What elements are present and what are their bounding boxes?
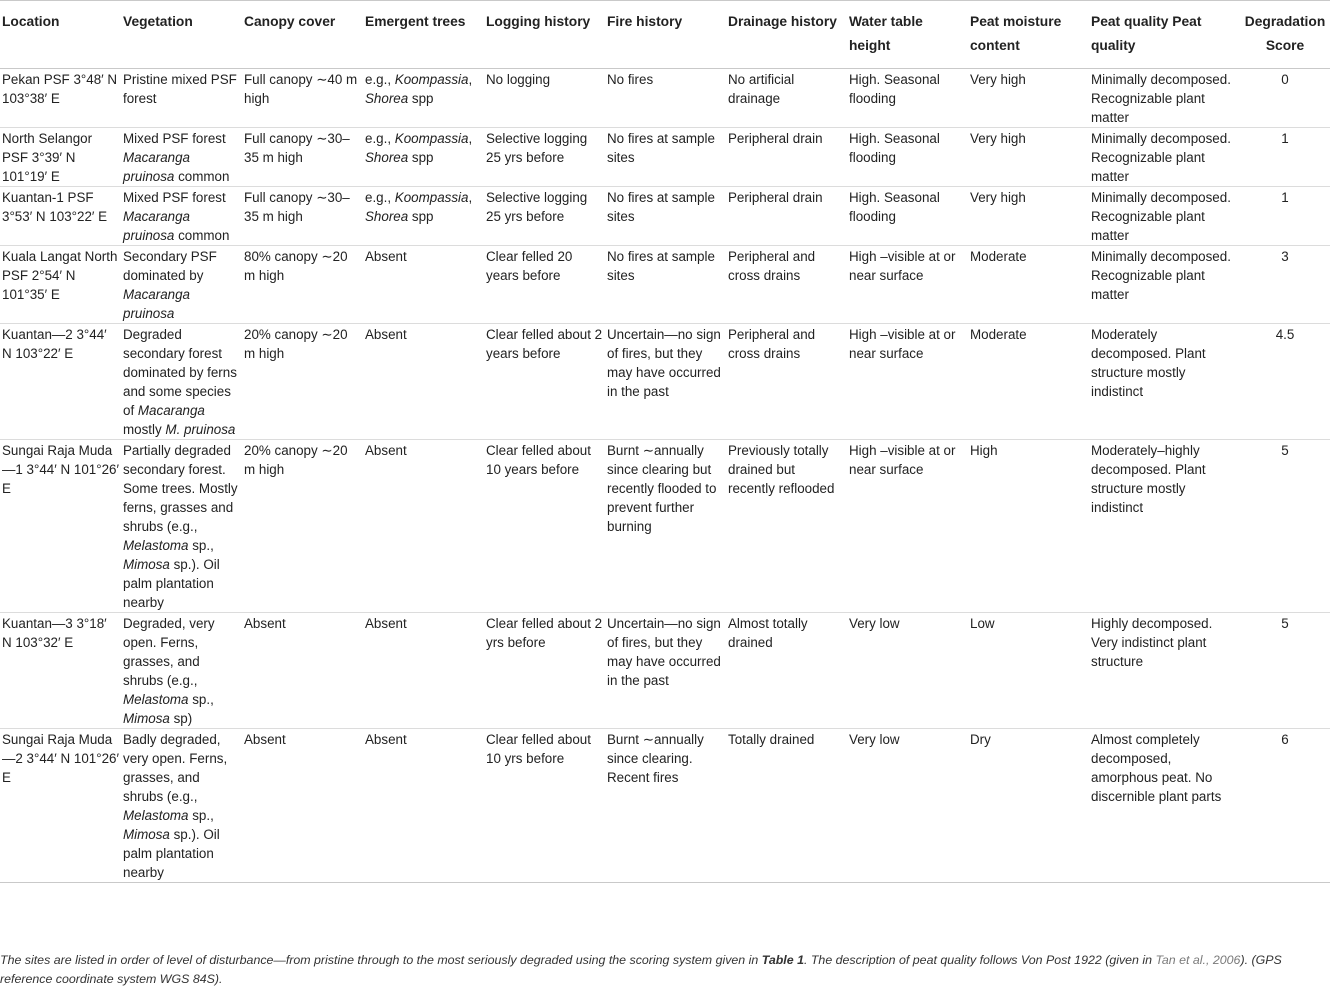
cell-degradation-score: 6 [1238, 729, 1330, 883]
cell-text: Absent [365, 443, 407, 458]
table-caption [0, 951, 1292, 989]
cell-logging-history: Selective logging 25 yrs before [484, 187, 605, 246]
cell-text: Absent [365, 616, 407, 631]
cell-text: , [468, 131, 473, 146]
caption-table-ref-link[interactable]: Table 1 [761, 953, 804, 967]
cell-emergent-trees [363, 729, 484, 883]
cell-fire-history: No fires at sample sites [605, 187, 726, 246]
cell-location: Sungai Raja Muda—2 3°44′ N 101°26′ E [0, 729, 121, 883]
cell-text: Badly degraded, very open. Ferns, grasses, and shrubs (e.g., [123, 732, 228, 804]
caption-citation-link[interactable]: Tan et al., 2006 [1155, 953, 1241, 967]
cell-canopy-cover: 20% canopy ∼20 m high [242, 440, 363, 613]
cell-text: e.g., [365, 72, 395, 87]
cell-peat-quality: Minimally decomposed. Recognizable plant matter [1089, 69, 1238, 128]
cell-canopy-cover: Full canopy ∼40 m high [242, 69, 363, 128]
cell-peat-moisture: Dry [968, 729, 1089, 883]
header-emergent-trees: Emergent trees [363, 1, 484, 69]
species-name: M. pruinosa [165, 422, 236, 437]
cell-text: common [174, 169, 230, 184]
cell-fire-history: No fires [605, 69, 726, 128]
cell-vegetation [121, 128, 242, 187]
cell-logging-history: Selective logging 25 yrs before [484, 128, 605, 187]
header-peat-moisture: Peat moisture content [968, 1, 1089, 69]
cell-text: mostly [123, 422, 166, 437]
cell-peat-moisture: Very high [968, 69, 1089, 128]
cell-drainage-history: Peripheral drain [726, 128, 847, 187]
cell-degradation-score: 4.5 [1238, 324, 1330, 440]
header-location: Location [0, 1, 121, 69]
cell-logging-history: Clear felled 20 years before [484, 246, 605, 324]
species-name: Mimosa [123, 711, 170, 726]
cell-fire-history: Burnt ∼annually since clearing but recently flooded to prevent further burning [605, 440, 726, 613]
species-name: Macaranga pruinosa [123, 287, 190, 321]
table-row [0, 324, 1330, 440]
cell-text: sp., [188, 538, 214, 553]
cell-canopy-cover: Full canopy ∼30–35 m high [242, 187, 363, 246]
cell-drainage-history: Peripheral drain [726, 187, 847, 246]
cell-drainage-history: Totally drained [726, 729, 847, 883]
cell-emergent-trees [363, 324, 484, 440]
species-name: Macaranga pruinosa [123, 150, 190, 184]
table-row [0, 440, 1330, 613]
cell-location: Kuantan—3 3°18′ N 103°32′ E [0, 613, 121, 729]
header-row [0, 1, 1330, 69]
cell-text: Absent [365, 327, 407, 342]
cell-text: Secondary PSF dominated by [123, 249, 217, 283]
cell-peat-quality: Moderately–highly decomposed. Plant structure mostly indistinct [1089, 440, 1238, 613]
cell-logging-history: Clear felled about 2 yrs before [484, 613, 605, 729]
cell-text: sp.). Oil palm plantation nearby [123, 557, 220, 610]
header-fire-history: Fire history [605, 1, 726, 69]
cell-text: common [174, 228, 230, 243]
cell-vegetation [121, 69, 242, 128]
cell-text: sp., [188, 808, 214, 823]
cell-emergent-trees [363, 246, 484, 324]
cell-canopy-cover: 80% canopy ∼20 m high [242, 246, 363, 324]
cell-canopy-cover: 20% canopy ∼20 m high [242, 324, 363, 440]
cell-peat-quality: Highly decomposed. Very indistinct plant structure [1089, 613, 1238, 729]
species-name: Macaranga pruinosa [123, 209, 190, 243]
table-row [0, 246, 1330, 324]
cell-fire-history: Uncertain—no sign of fires, but they may have occurred in the past [605, 324, 726, 440]
cell-text: spp [408, 209, 434, 224]
table-row [0, 128, 1330, 187]
species-name: Melastoma [123, 692, 189, 707]
cell-water-table-height: High. Seasonal flooding [847, 69, 968, 128]
table-row [0, 69, 1330, 128]
species-name: Melastoma [123, 808, 189, 823]
cell-peat-moisture: High [968, 440, 1089, 613]
cell-logging-history: Clear felled about 2 years before [484, 324, 605, 440]
species-name: Shorea [365, 209, 409, 224]
cell-water-table-height: Very low [847, 613, 968, 729]
cell-water-table-height: High. Seasonal flooding [847, 128, 968, 187]
cell-text: Absent [365, 249, 407, 264]
cell-location: Sungai Raja Muda—1 3°44′ N 101°26′ E [0, 440, 121, 613]
cell-drainage-history: Previously totally drained but recently reflooded [726, 440, 847, 613]
cell-canopy-cover: Absent [242, 613, 363, 729]
cell-peat-quality: Moderately decomposed. Plant structure mostly indistinct [1089, 324, 1238, 440]
cell-drainage-history: Peripheral and cross drains [726, 324, 847, 440]
cell-peat-moisture: Very high [968, 187, 1089, 246]
table-header [0, 1, 1330, 69]
cell-fire-history: No fires at sample sites [605, 246, 726, 324]
cell-text: e.g., [365, 190, 395, 205]
species-name: Mimosa [123, 557, 170, 572]
table-row [0, 729, 1330, 883]
cell-fire-history: Burnt ∼annually since clearing. Recent fires [605, 729, 726, 883]
cell-emergent-trees [363, 613, 484, 729]
header-drainage-history: Drainage history [726, 1, 847, 69]
cell-degradation-score: 1 [1238, 187, 1330, 246]
cell-text: spp [408, 91, 434, 106]
cell-fire-history: No fires at sample sites [605, 128, 726, 187]
cell-text: Mixed PSF forest [123, 190, 226, 205]
cell-water-table-height: High –visible at or near surface [847, 440, 968, 613]
cell-peat-moisture: Moderate [968, 246, 1089, 324]
cell-text: , [468, 190, 473, 205]
cell-peat-moisture: Very high [968, 128, 1089, 187]
cell-emergent-trees [363, 69, 484, 128]
species-name: Koompassia [394, 72, 469, 87]
cell-water-table-height: High –visible at or near surface [847, 324, 968, 440]
species-name: Koompassia [394, 131, 469, 146]
cell-degradation-score: 5 [1238, 613, 1330, 729]
cell-water-table-height: High. Seasonal flooding [847, 187, 968, 246]
caption-text-2: . The description of peat quality follows Von Post 1922 (given in [803, 953, 1156, 967]
cell-degradation-score: 1 [1238, 128, 1330, 187]
cell-degradation-score: 3 [1238, 246, 1330, 324]
cell-emergent-trees [363, 128, 484, 187]
cell-vegetation [121, 246, 242, 324]
cell-peat-moisture: Moderate [968, 324, 1089, 440]
cell-text: sp) [169, 711, 193, 726]
species-name: Mimosa [123, 827, 170, 842]
header-peat-quality: Peat quality Peat quality [1089, 1, 1238, 69]
species-name: Shorea [365, 150, 409, 165]
cell-logging-history: No logging [484, 69, 605, 128]
header-logging-history: Logging history [484, 1, 605, 69]
cell-logging-history: Clear felled about 10 years before [484, 440, 605, 613]
cell-text: Degraded secondary forest dominated by ferns and some species of [123, 327, 237, 418]
cell-vegetation [121, 440, 242, 613]
cell-canopy-cover: Absent [242, 729, 363, 883]
species-name: Melastoma [123, 538, 189, 553]
cell-drainage-history: Almost totally drained [726, 613, 847, 729]
cell-peat-quality: Minimally decomposed. Recognizable plant matter [1089, 246, 1238, 324]
cell-degradation-score: 5 [1238, 440, 1330, 613]
table-body [0, 69, 1330, 883]
species-name: Shorea [365, 91, 409, 106]
cell-vegetation [121, 187, 242, 246]
cell-peat-quality: Minimally decomposed. Recognizable plant matter [1089, 128, 1238, 187]
header-canopy-cover: Canopy cover [242, 1, 363, 69]
cell-water-table-height: High –visible at or near surface [847, 246, 968, 324]
caption-text-1: The sites are listed in order of level of disturbance—from pristine through to the most seriously degraded using the scoring system given in [0, 953, 762, 967]
cell-emergent-trees [363, 440, 484, 613]
table-row [0, 187, 1330, 246]
cell-fire-history: Uncertain—no sign of fires, but they may have occurred in the past [605, 613, 726, 729]
cell-canopy-cover: Full canopy ∼30–35 m high [242, 128, 363, 187]
cell-vegetation [121, 324, 242, 440]
caption-text-3: ). (GPS reference coordinate system WGS 84S). [0, 953, 1282, 986]
cell-peat-quality: Minimally decomposed. Recognizable plant matter [1089, 187, 1238, 246]
cell-text: sp., [188, 692, 214, 707]
header-degradation-score: Degradation Score [1238, 1, 1330, 69]
cell-text: spp [408, 150, 434, 165]
table-row [0, 613, 1330, 729]
cell-location: Kuantan—2 3°44′ N 103°22′ E [0, 324, 121, 440]
cell-drainage-history: No artificial drainage [726, 69, 847, 128]
cell-location: Kuala Langat North PSF 2°54′ N 101°35′ E [0, 246, 121, 324]
cell-text: sp.). Oil palm plantation nearby [123, 827, 220, 880]
cell-location: Kuantan-1 PSF 3°53′ N 103°22′ E [0, 187, 121, 246]
species-name: Macaranga [137, 403, 205, 418]
cell-location: North Selangor PSF 3°39′ N 101°19′ E [0, 128, 121, 187]
species-name: Koompassia [394, 190, 469, 205]
cell-peat-quality: Almost completely decomposed, amorphous peat. No discernible plant parts [1089, 729, 1238, 883]
cell-peat-moisture: Low [968, 613, 1089, 729]
cell-water-table-height: Very low [847, 729, 968, 883]
cell-logging-history: Clear felled about 10 yrs before [484, 729, 605, 883]
header-vegetation: Vegetation [121, 1, 242, 69]
cell-text: Absent [365, 732, 407, 747]
cell-text: Partially degraded secondary forest. Some trees. Mostly ferns, grasses and shrubs (e.g., [123, 443, 238, 534]
cell-text: Pristine mixed PSF forest [123, 72, 237, 106]
cell-location: Pekan PSF 3°48′ N 103°38′ E [0, 69, 121, 128]
cell-text: Mixed PSF forest [123, 131, 226, 146]
cell-text: Degraded, very open. Ferns, grasses, and shrubs (e.g., [123, 616, 215, 688]
header-water-table-height: Water table height [847, 1, 968, 69]
cell-vegetation [121, 729, 242, 883]
cell-text: e.g., [365, 131, 395, 146]
cell-drainage-history: Peripheral and cross drains [726, 246, 847, 324]
cell-emergent-trees [363, 187, 484, 246]
cell-degradation-score: 0 [1238, 69, 1330, 128]
cell-text: , [468, 72, 473, 87]
cell-vegetation [121, 613, 242, 729]
